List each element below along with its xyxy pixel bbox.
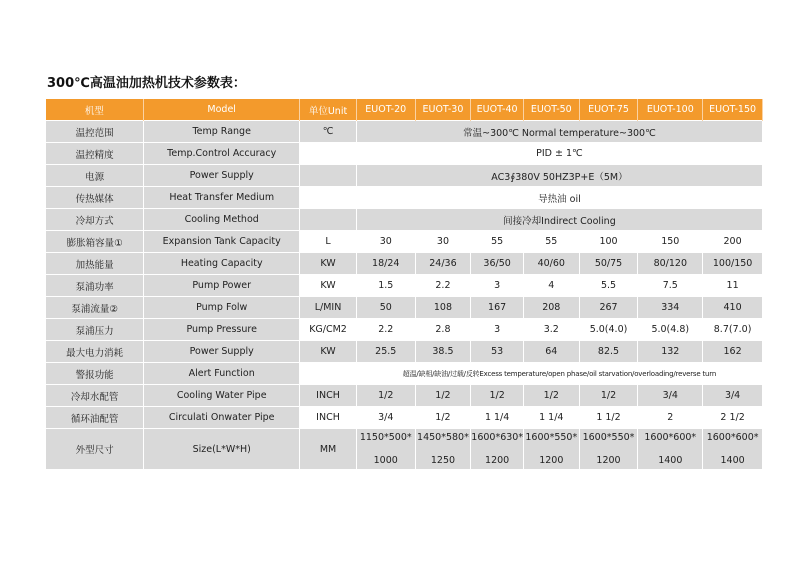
table-cell: 3 [471, 319, 524, 341]
table-cell: 410 [703, 297, 763, 319]
table-cell: 2.2 [356, 319, 415, 341]
table-cell: 8.7(7.0) [703, 319, 763, 341]
table-cell: 11 [703, 275, 763, 297]
table-cell: 200 [703, 231, 763, 253]
table-cell: 38.5 [415, 341, 471, 363]
table-cell: 温控精度 [46, 143, 144, 165]
table-row [46, 121, 763, 143]
column-header: EUOT-50 [523, 99, 579, 121]
table-row [46, 297, 763, 319]
table-row [46, 143, 763, 165]
table-cell: KG/CM2 [300, 319, 357, 341]
table-cell [703, 429, 763, 470]
spec-table [45, 99, 763, 470]
table-cell: AC3∮380V 50HZ3P+E（5M） [356, 165, 762, 187]
table-cell: 5.0(4.8) [638, 319, 703, 341]
size-line: 1600*550* [582, 432, 635, 443]
table-cell: Temp Range [144, 121, 300, 143]
table-cell: 3/4 [356, 407, 415, 429]
table-cell: 7.5 [638, 275, 703, 297]
table-cell: 循环油配管 [46, 407, 144, 429]
table-cell: 最大电力消耗 [46, 341, 144, 363]
table-cell [300, 143, 357, 165]
table-cell: 2.2 [415, 275, 471, 297]
table-cell [300, 165, 357, 187]
table-row [46, 187, 763, 209]
table-cell: 334 [638, 297, 703, 319]
table-row [46, 209, 763, 231]
table-cell: 1/2 [471, 385, 524, 407]
table-cell: 泵浦压力 [46, 319, 144, 341]
table-cell: 1/2 [356, 385, 415, 407]
table-cell: Alert Function [144, 363, 300, 385]
table-row [46, 341, 763, 363]
table-cell: KW [300, 341, 357, 363]
column-header: EUOT-100 [638, 99, 703, 121]
table-cell: 3 [471, 275, 524, 297]
table-cell: 55 [471, 231, 524, 253]
table-cell: L/MIN [300, 297, 357, 319]
table-cell: 冷却水配管 [46, 385, 144, 407]
table-cell: 电源 [46, 165, 144, 187]
size-line: 1600*550* [525, 432, 578, 443]
table-cell: 1/2 [523, 385, 579, 407]
table-cell: 超温/缺相/缺油/过载/反转Excess temperature/open phase/oil starvation/overloading/reverse turn [356, 363, 762, 385]
table-cell: 82.5 [579, 341, 638, 363]
table-cell: 泵浦功率 [46, 275, 144, 297]
table-cell: Power Supply [144, 165, 300, 187]
table-cell: 80/120 [638, 253, 703, 275]
table-cell: L [300, 231, 357, 253]
table-cell: 18/24 [356, 253, 415, 275]
table-cell [356, 429, 415, 470]
header-row [46, 99, 763, 121]
table-cell: 267 [579, 297, 638, 319]
table-cell: ℃ [300, 121, 357, 143]
table-cell: 3.2 [523, 319, 579, 341]
table-cell: 5.0(4.0) [579, 319, 638, 341]
table-cell: 5.5 [579, 275, 638, 297]
table-cell: 1 1/4 [523, 407, 579, 429]
table-cell: Pump Pressure [144, 319, 300, 341]
table-cell: Cooling Water Pipe [144, 385, 300, 407]
table-cell: Power Supply [144, 341, 300, 363]
table-row [46, 407, 763, 429]
table-row [46, 429, 763, 470]
table-cell: 100 [579, 231, 638, 253]
table-cell: 25.5 [356, 341, 415, 363]
size-line: 1450*580* [417, 432, 469, 443]
table-cell: 冷却方式 [46, 209, 144, 231]
table-cell: Cooling Method [144, 209, 300, 231]
table-cell [415, 429, 471, 470]
table-cell: 1/2 [415, 385, 471, 407]
table-cell [300, 363, 357, 385]
table-cell [638, 429, 703, 470]
size-line: 1200 [596, 455, 621, 466]
table-cell: 警报功能 [46, 363, 144, 385]
size-line: 1000 [373, 455, 398, 466]
table-cell: 1.5 [356, 275, 415, 297]
table-cell: 加热能量 [46, 253, 144, 275]
table-row [46, 253, 763, 275]
table-cell: 间接冷却Indirect Cooling [356, 209, 762, 231]
column-header: EUOT-20 [356, 99, 415, 121]
table-row [46, 231, 763, 253]
table-cell: MM [300, 429, 357, 470]
table-cell: 208 [523, 297, 579, 319]
table-cell: 50/75 [579, 253, 638, 275]
size-line: 1600*600* [706, 432, 759, 443]
table-cell: Pump Folw [144, 297, 300, 319]
table-cell: KW [300, 275, 357, 297]
table-row [46, 319, 763, 341]
table-row [46, 363, 763, 385]
table-cell: 1 1/4 [471, 407, 524, 429]
table-cell [579, 429, 638, 470]
table-cell: 温控范围 [46, 121, 144, 143]
size-line: 1150*500* [359, 432, 412, 443]
table-cell: Expansion Tank Capacity [144, 231, 300, 253]
table-cell: INCH [300, 407, 357, 429]
table-cell [300, 187, 357, 209]
table-cell: 3/4 [638, 385, 703, 407]
table-cell: 30 [415, 231, 471, 253]
column-header: EUOT-40 [471, 99, 524, 121]
size-line: 1400 [658, 455, 683, 466]
size-line: 1250 [430, 455, 456, 466]
table-cell: 53 [471, 341, 524, 363]
table-cell: Size(L*W*H) [144, 429, 300, 470]
table-cell: 外型尺寸 [46, 429, 144, 470]
table-cell: 36/50 [471, 253, 524, 275]
table-cell: 1/2 [579, 385, 638, 407]
table-cell [471, 429, 524, 470]
table-cell: 2 [638, 407, 703, 429]
table-row [46, 165, 763, 187]
table-cell: 1 1/2 [579, 407, 638, 429]
column-header: EUOT-30 [415, 99, 471, 121]
column-header: 单位Unit [300, 99, 357, 121]
table-cell: 150 [638, 231, 703, 253]
column-header: EUOT-75 [579, 99, 638, 121]
size-line: 1200 [539, 455, 564, 466]
table-cell: Heating Capacity [144, 253, 300, 275]
table-cell: KW [300, 253, 357, 275]
table-cell: 2.8 [415, 319, 471, 341]
table-row [46, 275, 763, 297]
table-cell: 50 [356, 297, 415, 319]
column-header: Model [144, 99, 300, 121]
table-cell: 108 [415, 297, 471, 319]
table-cell: 4 [523, 275, 579, 297]
column-header: EUOT-150 [703, 99, 763, 121]
table-cell: 40/60 [523, 253, 579, 275]
table-cell: 100/150 [703, 253, 763, 275]
column-header: 机型 [46, 99, 144, 121]
size-line: 1200 [485, 455, 510, 466]
table-cell: 30 [356, 231, 415, 253]
page-title: 300℃高温油加热机技术参数表： [47, 76, 246, 91]
table-cell [523, 429, 579, 470]
table-row [46, 385, 763, 407]
table-cell: 泵浦流量② [46, 297, 144, 319]
table-cell: 64 [523, 341, 579, 363]
size-line: 1600*600* [644, 432, 697, 443]
table-cell: Temp.Control Accuracy [144, 143, 300, 165]
table-cell: PID ± 1℃ [356, 143, 762, 165]
table-cell: 3/4 [703, 385, 763, 407]
table-cell: 55 [523, 231, 579, 253]
table-cell: 膨胀箱容量① [46, 231, 144, 253]
table-cell: INCH [300, 385, 357, 407]
table-cell: 162 [703, 341, 763, 363]
size-line: 1600*630* [471, 432, 524, 443]
table-cell: 1/2 [415, 407, 471, 429]
table-cell: 167 [471, 297, 524, 319]
table-cell: Heat Transfer Medium [144, 187, 300, 209]
table-cell: Circulati Onwater Pipe [144, 407, 300, 429]
table-cell: 传热媒体 [46, 187, 144, 209]
table-cell: 24/36 [415, 253, 471, 275]
table-cell: 2 1/2 [703, 407, 763, 429]
size-line: 1400 [720, 455, 745, 466]
table-cell: 132 [638, 341, 703, 363]
table-cell: 导热油 oil [356, 187, 762, 209]
table-cell: 常温~300℃ Normal temperature~300℃ [356, 121, 762, 143]
table-cell: Pump Power [144, 275, 300, 297]
table-cell [300, 209, 357, 231]
